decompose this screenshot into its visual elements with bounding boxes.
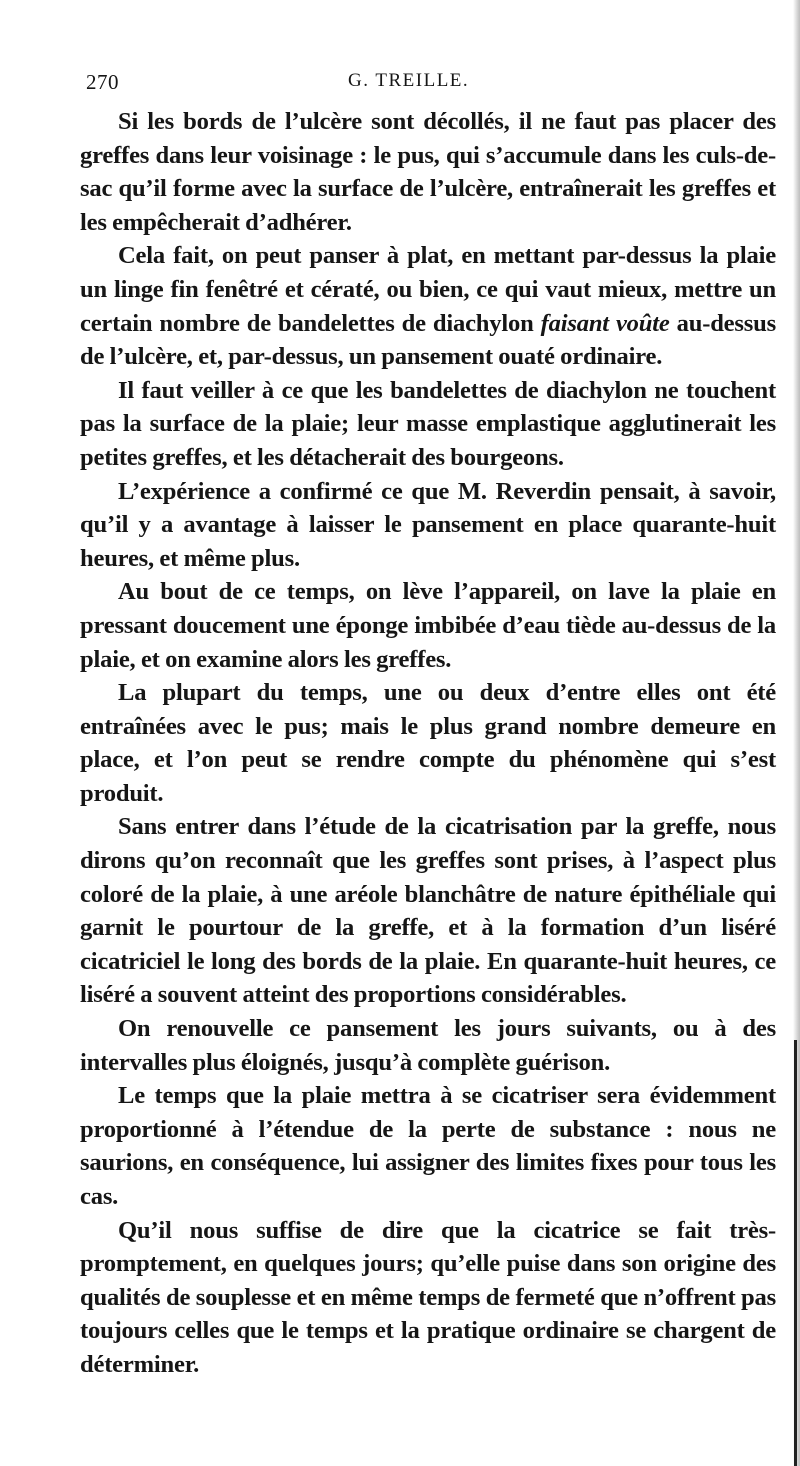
paragraph-2-end: au-dessus de l’ulcère, et, par-dessus, un pansement ouaté ordinaire. [80,309,776,371]
page-header [86,70,776,98]
paragraph-4: L’expérience a confirmé ce que M. Reverdin pensait, à savoir, qu’il y a avantage à laisser le pansement en place quarante-huit heures, et même plus. [80,477,776,572]
running-head: G. TREILLE. [348,70,470,91]
paragraph-3: Il faut veiller à ce que les bandelettes de diachylon ne touchent pas la surface de la plaie; leur masse emplastique agglutinerait les petites greffes, et les détacherait des bourgeons. [80,376,776,471]
paragraph-8: On renouvelle ce pansement les jours suivants, ou à des intervalles plus éloignés, jusqu’à complète guérison. [80,1015,776,1076]
paragraph-9: Le temps que la plaie mettra à se cicatriser sera évidemment proportionné à l’étendue de la perte de substance : nous ne saurions, en conséquence, lui assigner des limites fixes pour tous les cas. [80,1082,776,1210]
paragraph-6: La plupart du temps, une ou deux d’entre elles ont été entraînées avec le pus; mais le plus grand nombre demeure en place, et l’on peut se rendre compte du phénomène qui s’est produit. [80,679,776,807]
paragraph-7: Sans entrer dans l’étude de la cicatrisation par la greffe, nous dirons qu’on reconnaît que les greffes sont prises, à l’aspect plus coloré de la plaie, à une aréole blanchâtre de nature épithéliale qui garnit le pourtour de la greffe, et à la formation d’un liséré cicatriciel le long des bords de la plaie. En quarante-huit heures, ce liséré a souvent atteint des proportions considérables. [80,813,776,1009]
paragraph-2-start: Cela fait, on peut panser à plat, en mettant par-dessus la plaie un linge fin fenêtré et cératé, ou bien, ce qui vaut mieux, mettre un certain nombre de bandelettes de diachylon [80,242,776,337]
paragraph-1: Si les bords de l’ulcère sont décollés, il ne faut pas placer des greffes dans leur voisinage : le pus, qui s’accumule dans les culs-de-sac qu’il forme avec la surface de l’ulcère, entraînerait les greffes et les empêcherait d’adhérer. [80,108,776,236]
page-edge-line [794,1040,797,1466]
paragraph-10: Qu’il nous suffise de dire que la cicatrice se fait très-promptement, en quelques jours; qu’elle puise dans son origine des qualités de souplesse et en même temps de fermeté que n’offrent pas toujours celles que le temps et la pratique ordinaire se chargent de déterminer. [80,1216,776,1378]
body-text [80,105,776,1382]
paragraph-2-italic: faisant voûte [540,309,670,337]
page-number: 270 [86,70,119,94]
paragraph-2 [80,239,776,373]
paragraph-5: Au bout de ce temps, on lève l’appareil, on lave la plaie en pressant doucement une éponge imbibée d’eau tiède au-dessus de la plaie, et on examine alors les greffes. [80,578,776,673]
